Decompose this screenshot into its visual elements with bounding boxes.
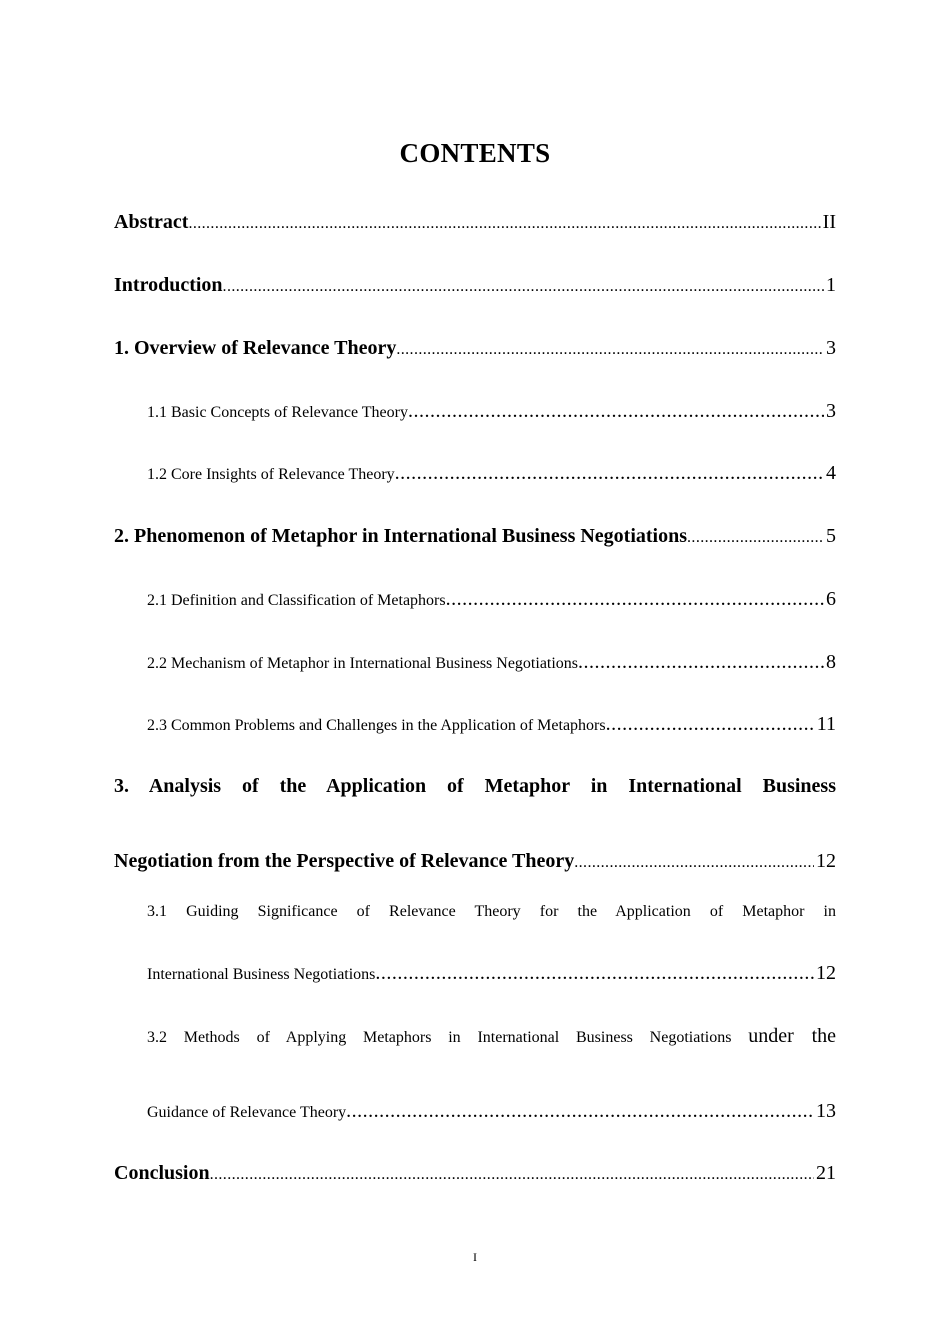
toc-entry-abstract[interactable] xyxy=(114,211,836,234)
toc-page-number: 11 xyxy=(816,713,836,735)
toc-entry-label: 1. Overview of Relevance Theory xyxy=(114,337,397,359)
toc-entry-chapter-1[interactable] xyxy=(114,337,836,360)
dot-leader xyxy=(396,341,824,359)
dot-leader xyxy=(375,962,814,985)
toc-entry-chapter-3-line1[interactable]: 3. Analysis of the Application of Metaphor in International Business xyxy=(114,775,836,797)
toc-entry-label: International Business Negotiations xyxy=(147,966,376,983)
dot-leader xyxy=(395,462,824,485)
toc-page-number: 12 xyxy=(816,850,836,872)
toc-page-number: 1 xyxy=(826,274,836,296)
dot-leader xyxy=(210,1166,814,1184)
toc-entry-chapter-2[interactable] xyxy=(114,525,836,548)
toc-page-number: 13 xyxy=(816,1100,836,1122)
dot-leader xyxy=(574,854,814,872)
toc-page-number: II xyxy=(822,211,836,233)
toc-entry-label: 1.2 Core Insights of Relevance Theory xyxy=(147,466,395,483)
toc-entry-label-part: under the xyxy=(748,1025,837,1047)
dot-leader xyxy=(223,278,824,296)
toc-page-number: 21 xyxy=(816,1162,836,1184)
toc-entry-section-2-3[interactable] xyxy=(147,713,836,736)
toc-page-number: 6 xyxy=(826,588,836,610)
toc-entry-introduction[interactable] xyxy=(114,274,836,297)
toc-entry-chapter-3[interactable] xyxy=(114,850,836,873)
toc-page-number: 3 xyxy=(826,400,836,422)
dot-leader xyxy=(446,588,824,611)
toc-page-number: 8 xyxy=(826,651,836,673)
toc-entry-section-1-2[interactable] xyxy=(147,462,836,485)
toc-page-number: 3 xyxy=(826,337,836,359)
toc-entry-label: Introduction xyxy=(114,274,223,296)
toc-entry-section-3-1-line1[interactable]: 3.1 Guiding Significance of Relevance Theory for the Application of Metaphor in xyxy=(147,903,836,920)
page-title: CONTENTS xyxy=(399,138,551,168)
toc-entry-label: 2.1 Definition and Classification of Metaphors xyxy=(147,592,446,609)
dot-leader xyxy=(578,651,824,674)
toc-entry-conclusion[interactable] xyxy=(114,1162,836,1185)
toc-entry-label: Guidance of Relevance Theory xyxy=(147,1104,347,1121)
dot-leader xyxy=(188,215,820,233)
toc-entry-section-1-1[interactable] xyxy=(147,400,836,423)
toc-entry-section-3-1[interactable] xyxy=(147,962,836,985)
toc-entry-label: 1.1 Basic Concepts of Relevance Theory xyxy=(147,404,408,421)
toc-entry-section-2-1[interactable] xyxy=(147,588,836,611)
toc-entry-label: Conclusion xyxy=(114,1162,210,1184)
toc-entry-section-2-2[interactable] xyxy=(147,651,836,674)
toc-page-number: 5 xyxy=(826,525,836,547)
dot-leader xyxy=(687,529,824,547)
dot-leader xyxy=(408,400,824,423)
toc-entry-label: Abstract xyxy=(114,211,189,233)
toc-entry-label: 2.2 Mechanism of Metaphor in International Business Negotiations xyxy=(147,655,579,672)
toc-entry-section-3-2-line1[interactable] xyxy=(147,1025,836,1048)
toc-page-number: 4 xyxy=(826,462,836,484)
toc-entry-label: Negotiation from the Perspective of Relevance Theory xyxy=(114,850,575,872)
toc-entry-label: 2.3 Common Problems and Challenges in the Application of Metaphors xyxy=(147,717,606,734)
toc-entry-label: 2. Phenomenon of Metaphor in International Business Negotiations xyxy=(114,525,688,547)
toc-entry-label-part: 3.2 Methods of Applying Metaphors in International Business Negotiations xyxy=(147,1029,732,1046)
dot-leader xyxy=(606,713,815,736)
dot-leader xyxy=(346,1100,814,1123)
toc-page-number: 12 xyxy=(816,962,836,984)
page-number-footer: I xyxy=(473,1250,477,1264)
toc-entry-section-3-2[interactable] xyxy=(147,1100,836,1123)
